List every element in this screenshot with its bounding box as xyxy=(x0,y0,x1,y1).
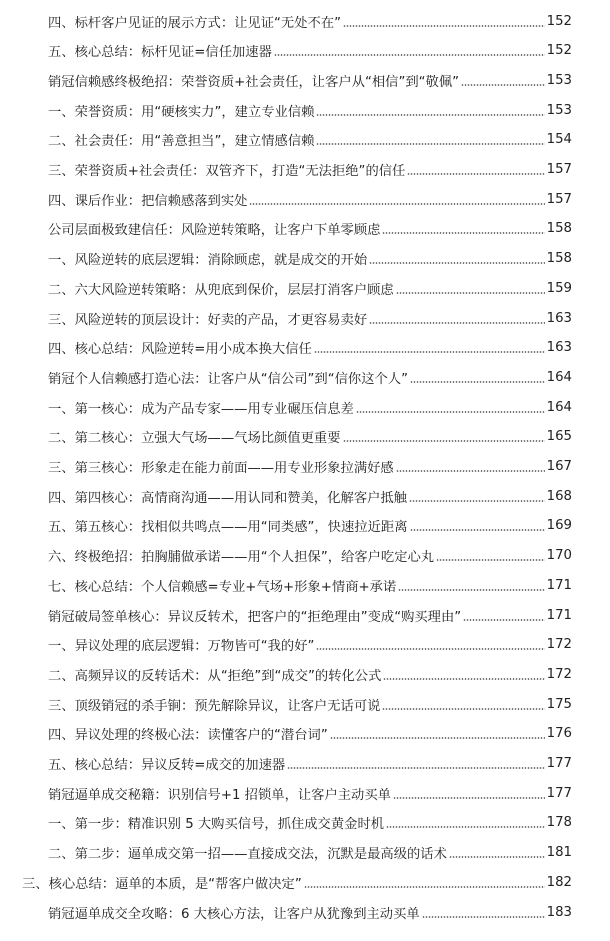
toc-entry-title: 销冠逼单成交秘籍：识别信号+1 招锁单，让客户主动买单 xyxy=(48,787,391,803)
toc-entry-page: 154 xyxy=(546,132,572,148)
toc-entry[interactable] xyxy=(0,600,610,630)
toc-entry[interactable] xyxy=(0,749,610,779)
toc-entry-title: 二、社会责任：用“善意担当”，建立情感信赖 xyxy=(48,134,315,150)
toc-entry[interactable] xyxy=(0,125,610,155)
dot-leader xyxy=(463,619,544,621)
dot-leader xyxy=(409,500,545,502)
toc-entry-page: 157 xyxy=(546,162,572,177)
toc-entry[interactable] xyxy=(0,689,610,719)
toc-entry-page: 170 xyxy=(546,548,572,564)
toc-entry-page: 175 xyxy=(546,696,572,712)
toc-entry-title: 四、课后作业：把信赖感落到实处 xyxy=(48,193,248,209)
toc-entry-page: 157 xyxy=(546,191,572,207)
toc-entry-title: 一、风险逆转的底层逻辑：消除顾虑，就是成交的开始 xyxy=(48,253,368,269)
toc-entry-page: 171 xyxy=(546,607,572,623)
toc-entry-page: 168 xyxy=(546,488,572,504)
toc-entry[interactable] xyxy=(0,244,610,274)
toc-entry[interactable] xyxy=(0,273,610,303)
dot-leader xyxy=(422,916,545,918)
toc-entry-page: 158 xyxy=(546,251,572,267)
toc-entry-title: 五、核心总结：异议反转=成交的加速器 xyxy=(48,758,286,773)
dot-leader xyxy=(410,529,545,531)
toc-entry-title: 四、异议处理的终极心法：读懂客户的“潜台词” xyxy=(48,728,328,744)
toc-entry-title: 公司层面极致建信任：风险逆转策略，让客户下单零顾虑 xyxy=(48,223,381,239)
toc-entry[interactable] xyxy=(0,867,610,897)
dot-leader xyxy=(396,292,545,294)
toc-entry-page: 159 xyxy=(546,280,572,296)
toc-entry[interactable] xyxy=(0,422,610,452)
dot-leader xyxy=(461,84,545,86)
toc-entry-page: 158 xyxy=(546,221,572,237)
dot-leader xyxy=(396,470,545,472)
toc-entry[interactable] xyxy=(0,659,610,689)
dot-leader xyxy=(369,262,544,264)
toc-entry-title: 二、第二核心：立强大气场——气场比颜值更重要 xyxy=(48,431,341,447)
toc-entry[interactable] xyxy=(0,838,610,868)
dot-leader xyxy=(316,143,544,145)
dot-leader xyxy=(449,856,545,858)
dot-leader xyxy=(316,114,544,116)
toc-entry-page: 172 xyxy=(546,666,572,682)
toc-entry[interactable] xyxy=(0,719,610,749)
toc-entry-title: 三、第三核心：形象走在能力前面——用专业形象拉满好感 xyxy=(48,461,394,476)
toc-entry-title: 四、标杆客户见证的展示方式：让见证“无处不在” xyxy=(48,15,342,31)
toc-entry-page: 176 xyxy=(546,726,572,742)
toc-entry-page: 152 xyxy=(546,13,572,29)
toc-entry-title: 六、终极绝招：拍胸脯做承诺——用“个人担保”，给客户吃定心丸 xyxy=(48,550,435,566)
dot-leader xyxy=(398,589,544,591)
dot-leader xyxy=(249,203,544,205)
toc-entry[interactable] xyxy=(0,303,610,333)
toc-entry[interactable] xyxy=(0,808,610,838)
dot-leader xyxy=(274,54,545,56)
toc-entry-page: 163 xyxy=(546,340,572,356)
toc-entry[interactable] xyxy=(0,362,610,392)
toc-entry-page: 171 xyxy=(546,577,572,593)
toc-entry-title: 四、第四核心：高情商沟通——用认同和赞美，化解客户抵触 xyxy=(48,490,408,506)
toc-entry[interactable] xyxy=(0,392,610,422)
toc-entry-title: 一、第一核心：成为产品专家——用专业碾压信息差 xyxy=(48,401,354,417)
toc-entry-title: 三、风险逆转的顶层设计：好卖的产品，才更容易卖好 xyxy=(48,312,368,328)
dot-leader xyxy=(287,767,544,769)
toc-entry-title: 四、核心总结：风险逆转=用小成本换大信任 xyxy=(48,342,312,358)
dot-leader xyxy=(316,648,544,650)
toc-entry[interactable] xyxy=(0,214,610,244)
toc-entry-page: 163 xyxy=(546,310,572,326)
dot-leader xyxy=(343,440,545,442)
toc-entry[interactable] xyxy=(0,155,610,185)
toc-entry[interactable] xyxy=(0,36,610,66)
toc-entry-page: 183 xyxy=(546,904,572,920)
dot-leader xyxy=(407,173,544,175)
dot-leader xyxy=(369,322,544,324)
toc-entry[interactable] xyxy=(0,897,610,927)
toc-entry[interactable] xyxy=(0,630,610,660)
toc-entry-page: 169 xyxy=(546,518,572,534)
toc-entry[interactable] xyxy=(0,65,610,95)
toc-entry[interactable] xyxy=(0,333,610,363)
toc-entry-page: 172 xyxy=(546,637,572,653)
toc-entry-title: 五、核心总结：标杆见证=信任加速器 xyxy=(48,45,272,61)
toc-entry[interactable] xyxy=(0,452,610,482)
toc-entry-title: 五、第五核心：找相似共鸣点——用“同类感”，快速拉近距离 xyxy=(48,520,408,536)
dot-leader xyxy=(304,886,545,888)
toc-entry-title: 销冠破局签单核心：异议反转术，把客户的“拒绝理由”变成“购买理由” xyxy=(48,609,462,625)
toc-entry-title: 销冠个人信赖感打造心法：让客户从“信公司”到“信你这个人” xyxy=(48,371,408,387)
dot-leader xyxy=(393,797,545,799)
dot-leader xyxy=(386,826,545,828)
toc-entry[interactable] xyxy=(0,511,610,541)
dot-leader xyxy=(330,737,545,739)
toc-entry-title: 三、荣誉资质+社会责任：双管齐下，打造“无法拒绝”的信任 xyxy=(48,164,406,179)
toc-entry-page: 165 xyxy=(546,429,572,445)
dot-leader xyxy=(410,381,545,383)
toc-entry-title: 七、核心总结：个人信赖感=专业+气场+形象+情商+承诺 xyxy=(48,579,397,595)
dot-leader xyxy=(356,411,545,413)
toc-entry[interactable] xyxy=(0,481,610,511)
dot-leader xyxy=(314,351,545,353)
toc-entry-title: 二、六大风险逆转策略：从兜底到保价，层层打消客户顾虑 xyxy=(48,282,394,298)
dot-leader xyxy=(383,678,544,680)
toc-entry-title: 三、顶级销冠的杀手锏：预先解除异议，让客户无话可说 xyxy=(48,698,381,714)
toc-entry-page: 164 xyxy=(546,399,572,415)
toc-entry-page: 164 xyxy=(546,369,572,385)
toc-entry-title: 二、高频异议的反转话术：从“拒绝”到“成交”的转化公式 xyxy=(48,668,382,684)
toc-entry-title: 销冠逼单成交全攻略：6 大核心方法，让客户从犹豫到主动买单 xyxy=(48,906,420,922)
toc-entry[interactable] xyxy=(0,778,610,808)
toc-entry-page: 181 xyxy=(546,845,572,861)
toc-entry-title: 一、异议处理的底层逻辑：万物皆可“我的好” xyxy=(48,639,315,655)
toc-entry-page: 182 xyxy=(546,874,572,890)
toc-entry-title: 三、核心总结：逼单的本质，是“帮客户做决定” xyxy=(22,876,302,892)
toc-entry-page: 167 xyxy=(546,459,572,474)
toc-entry[interactable] xyxy=(0,6,610,36)
toc-entry-title: 一、荣誉资质：用“硬核实力”，建立专业信赖 xyxy=(48,104,315,120)
toc-entry[interactable] xyxy=(0,95,610,125)
toc-entry-page: 178 xyxy=(546,815,572,831)
dot-leader xyxy=(382,232,544,234)
toc-entry-title: 二、第二步：逼单成交第一招——直接成交法，沉默是最高级的话术 xyxy=(48,847,447,863)
toc-entry-page: 153 xyxy=(546,102,572,118)
toc-entry-title: 销冠信赖感终极绝招：荣誉资质+社会责任，让客户从“相信”到“敬佩” xyxy=(48,74,460,90)
toc-entry[interactable] xyxy=(0,184,610,214)
dot-leader xyxy=(382,708,544,710)
dot-leader xyxy=(436,559,545,561)
toc-entry-page: 153 xyxy=(546,72,572,88)
toc-entry-page: 177 xyxy=(546,785,572,801)
toc-entry[interactable] xyxy=(0,541,610,571)
toc-entry[interactable] xyxy=(0,570,610,600)
toc-entry-page: 152 xyxy=(546,43,572,59)
toc-entry-page: 177 xyxy=(546,756,572,771)
toc-entry-title: 一、第一步：精准识别 5 大购买信号，抓住成交黄金时机 xyxy=(48,817,385,833)
dot-leader xyxy=(343,25,545,27)
